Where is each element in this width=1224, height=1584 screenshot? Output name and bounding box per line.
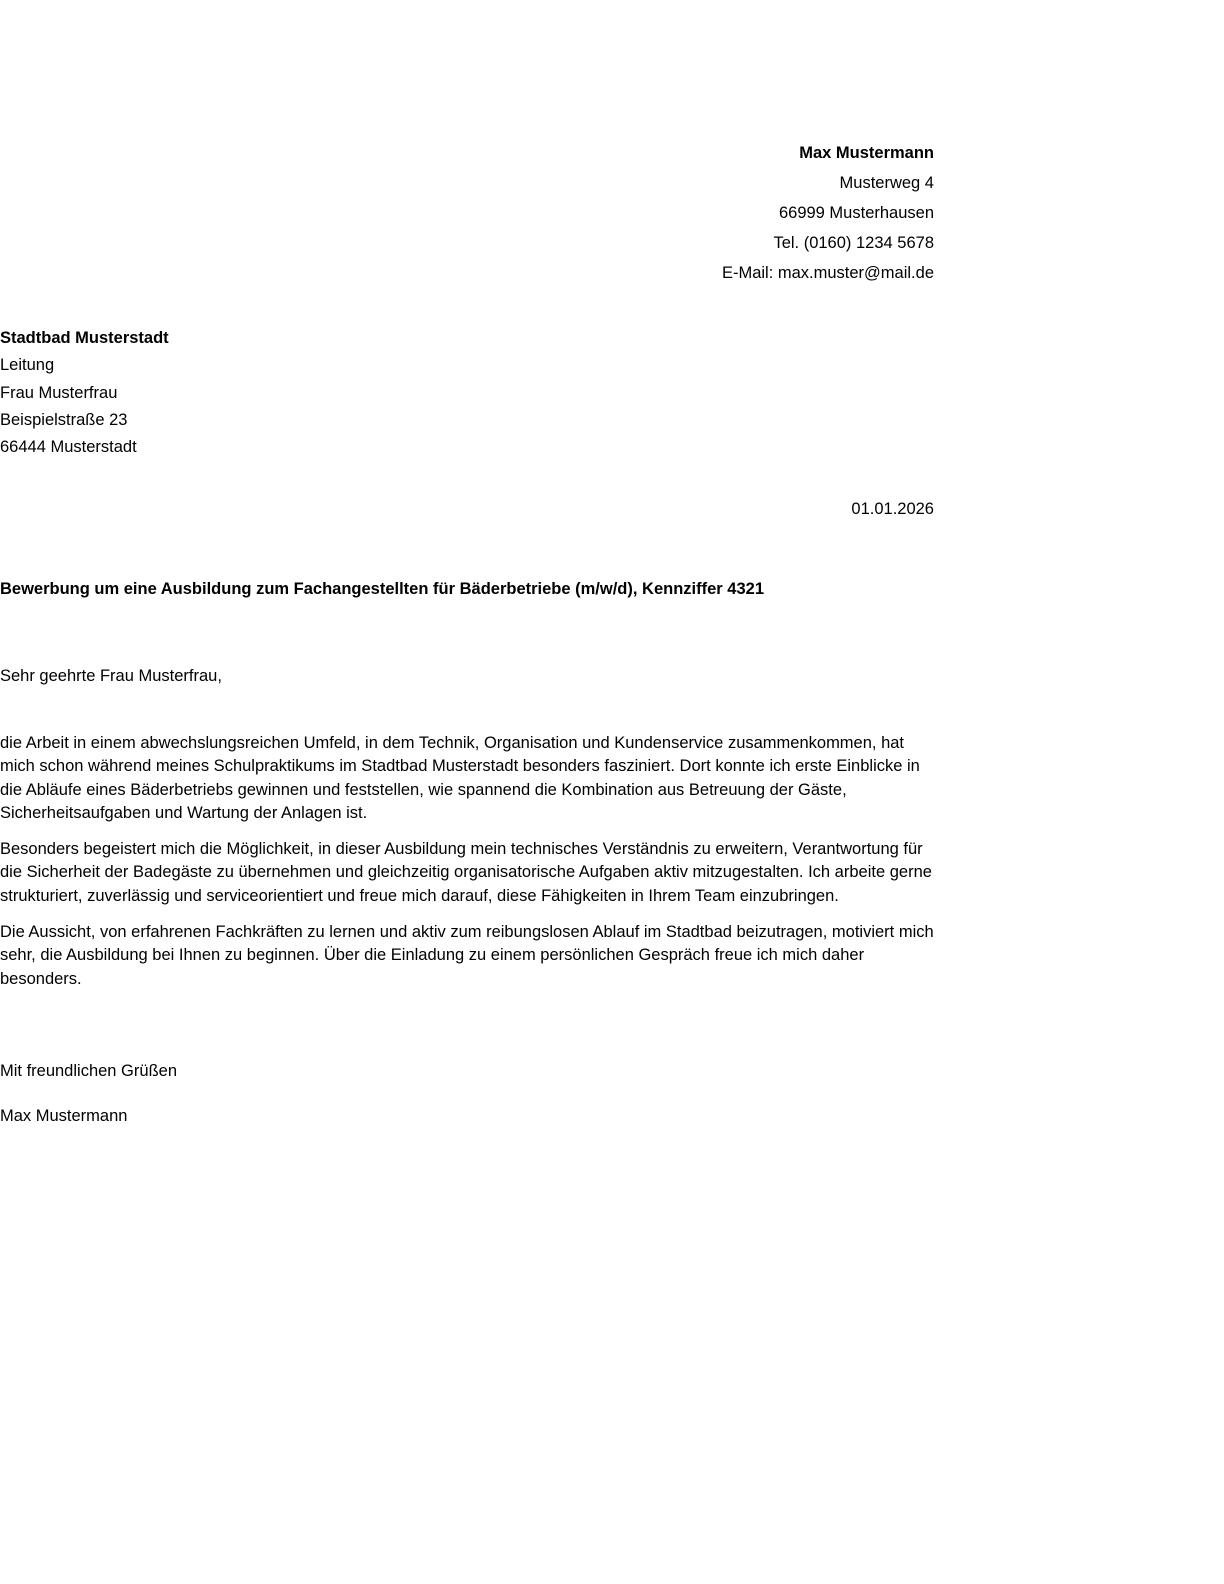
body-paragraph-1: die Arbeit in einem abwechslungsreichen Umfeld, in dem Technik, Organisation und Kundenservice zusammenkommen, hat mich schon während meines Schulpraktikums im Stadtbad Musterstadt besonders fasziniert. Dort konnte ich erste Einblicke in die Abläufe eines Bäderbetriebs gewinnen und feststellen, wie spannend die Kombination aus Betreuung der Gäste, Sicherheitsaufgaben und Wartung der Anlagen ist. xyxy=(0,734,920,822)
subject-line: Bewerbung um eine Ausbildung zum Fachangestellten für Bäderbetriebe (m/w/d), Kennziffer 4321 xyxy=(0,580,765,598)
recipient-city: 66444 Musterstadt xyxy=(0,438,137,457)
sender-email: E-Mail: max.muster@mail.de xyxy=(721,264,934,282)
sender-phone: Tel. (0160) 1234 5678 xyxy=(773,234,934,252)
closing-greeting: Mit freundlichen Grüßen xyxy=(0,1062,177,1080)
letter-date: 01.01.2026 xyxy=(851,500,934,518)
recipient-address-block xyxy=(0,325,600,461)
signature-name: Max Mustermann xyxy=(0,1107,128,1125)
sender-address-block xyxy=(0,138,934,288)
salutation-block xyxy=(0,665,934,688)
sender-city: 66999 Musterhausen xyxy=(778,204,934,222)
sender-name: Max Mustermann xyxy=(799,144,934,162)
salutation-line: Sehr geehrte Frau Musterfrau, xyxy=(0,667,222,685)
date-block xyxy=(0,498,934,521)
sender-street: Musterweg 4 xyxy=(839,174,934,192)
recipient-department: Leitung xyxy=(0,356,55,375)
body-paragraph-2: Besonders begeistert mich die Möglichkeit, in dieser Ausbildung mein technisches Verständnis zu erweitern, Verantwortung für die Sicherheit der Badegäste zu übernehmen und gleichzeitig organisatorische Aufgaben aktiv mitzugestalten. Ich arbeite gerne strukturiert, zuverlässig und serviceorientiert und freue mich darauf, diese Fähigkeiten in Ihrem Team einzubringen. xyxy=(0,840,932,905)
subject-block xyxy=(0,578,934,601)
letter-body xyxy=(0,732,934,1004)
recipient-street: Beispielstraße 23 xyxy=(0,410,128,429)
body-paragraph-3: Die Aussicht, von erfahrenen Fachkräften zu lernen und aktiv zum reibungslosen Ablauf im Stadtbad beizutragen, motiviert mich sehr, die Ausbildung bei Ihnen zu beginnen. Über die Einladung zu einem persönlichen Gespräch freue ich mich daher besonders. xyxy=(0,923,934,988)
recipient-contact-person: Frau Musterfrau xyxy=(0,383,118,402)
closing-block xyxy=(0,1060,934,1128)
recipient-organization: Stadtbad Musterstadt xyxy=(0,329,169,347)
